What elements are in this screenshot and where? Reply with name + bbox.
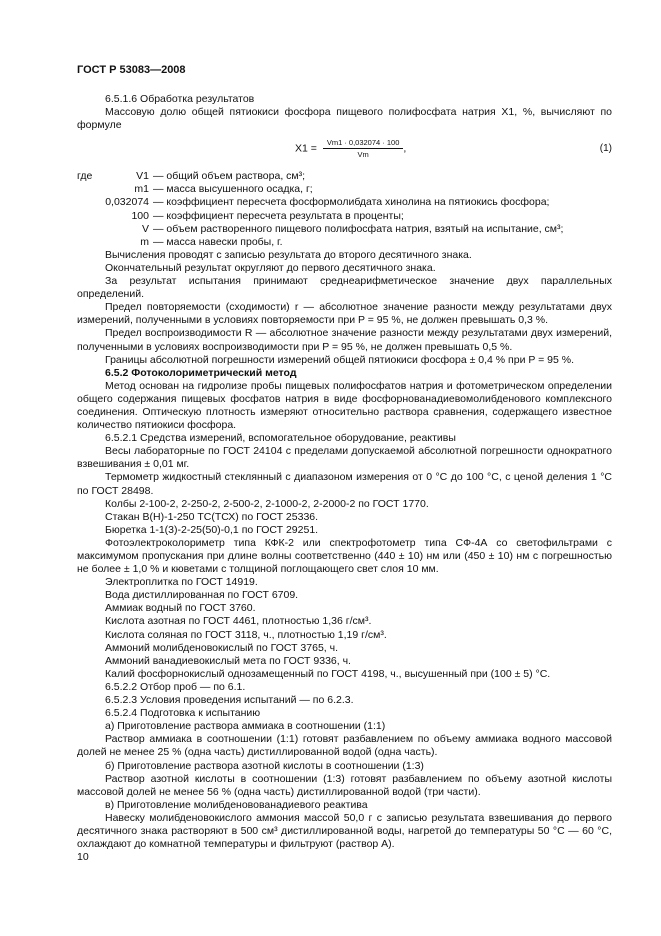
definition-symbol: 100: [131, 209, 149, 222]
paragraph: 6.5.2.3 Условия проведения испытаний — по 6.2.3.: [105, 694, 354, 707]
page-number: 10: [77, 851, 89, 863]
method-paragraphs: [77, 380, 612, 851]
where-word: где: [77, 170, 93, 183]
paragraph: Фотоэлектроколориметр типа КФК-2 или спектрофотометр типа СФ-4А со светофильтрами с максимумом пропускания при длине волны соответственно (440 ± 10) нм или (450 ± 10) нм с погрешностью не более ± 1,0 % и кюветами с толщиной поглощающего свет слоя 10 мм.: [77, 536, 612, 576]
definitions-list: [77, 170, 612, 249]
paragraph: За результат испытания принимают среднеарифметическое значение двух параллельных определений.: [77, 275, 612, 301]
definition-item: [77, 223, 612, 236]
paragraph: Раствор азотной кислоты в соотношении (1:3) готовят разбавлением по объему азотной кислоты массовой долей не менее 56 % (одна часть) дистиллированной водой (три части).: [77, 772, 612, 798]
paragraph: Границы абсолютной погрешности измерений общей пятиокиси фосфора ± 0,4 % при P = 95 %.: [105, 353, 574, 366]
paragraph: Аммиак водный по ГОСТ 3760.: [105, 602, 256, 615]
intro-paragraph: Массовую долю общей пятиокиси фосфора пищевого полифосфата натрия X1, %, вычисляют по формуле: [77, 106, 612, 132]
paragraph: Предел повторяемости (сходимости) r — абсолютное значение разности между результатами двух измерений, полученными в условиях повторяемости при P = 95 %, не должен превышать 0,3 %.: [77, 301, 612, 327]
formula-lhs: X1 =: [295, 142, 317, 155]
section-title: 6.5.1.6 Обработка результатов: [105, 93, 255, 105]
formula-denominator: Vm: [357, 150, 369, 160]
formula-fraction: [323, 138, 407, 160]
definition-item: [77, 210, 612, 223]
formula-numerator: Vm1 · 0,032074 · 100: [323, 138, 404, 149]
definition-text: — общий объем раствора, см³;: [153, 170, 306, 183]
paragraph: Термометр жидкостный стеклянный с диапазоном измерения от 0 °С до 100 °С, с ценой деления 1 °С по ГОСТ 28498.: [77, 471, 612, 497]
equation-number: (1): [599, 143, 612, 155]
results-paragraphs: [77, 249, 612, 367]
definition-item: [77, 196, 612, 209]
paragraph: Бюретка 1-1(3)-2-25(50)-0,1 по ГОСТ 29251.: [105, 523, 319, 536]
subsection-title: 6.5.2 Фотоколориметрический метод: [105, 366, 297, 379]
paragraph: в) Приготовление молибденовованадиевого реактива: [105, 798, 368, 811]
formula-tail: ,: [403, 142, 407, 155]
paragraph: Кислота азотная по ГОСТ 4461, плотностью 1,36 г/см³.: [105, 615, 372, 628]
definition-symbol: где V1: [77, 170, 149, 183]
formula: [295, 138, 406, 159]
paragraph: 6.5.2.4 Подготовка к испытанию: [105, 707, 261, 720]
paragraph: Аммоний ванадиевокислый мета по ГОСТ 9336, ч.: [105, 654, 351, 667]
definition-text: — объем растворенного пищевого полифосфата натрия, взятый на испытание, см³;: [153, 222, 564, 235]
definition-item: [77, 170, 612, 183]
paragraph: Вода дистиллированная по ГОСТ 6709.: [105, 589, 299, 602]
paragraph: Вычисления проводят с записью результата до второго десятичного знака.: [105, 248, 472, 261]
definition-text: — масса навески пробы, г.: [153, 235, 283, 248]
paragraph: Калий фосфорнокислый однозамещенный по ГОСТ 4198, ч., высушенный при (100 ± 5) °С.: [105, 667, 551, 680]
paragraph: Аммоний молибденовокислый по ГОСТ 3765, ч.: [105, 641, 339, 654]
definition-symbol: 0,032074: [105, 196, 149, 209]
definition-item: [77, 236, 612, 249]
definition-symbol: V: [141, 222, 149, 235]
definition-symbol: m1: [134, 183, 149, 196]
paragraph: 6.5.2.2 Отбор проб — по 6.1.: [105, 680, 246, 693]
definition-symbol: m: [140, 235, 149, 248]
paragraph: Стакан В(Н)-1-250 ТС(ТСХ) по ГОСТ 25336.: [105, 510, 319, 523]
definition-text: — коэффициент пересчета результата в проценты;: [153, 209, 404, 222]
paragraph: 6.5.2.1 Средства измерений, вспомогательное оборудование, реактивы: [105, 432, 456, 445]
paragraph: а) Приготовление раствора аммиака в соотношении (1:1): [105, 720, 386, 733]
paragraph: Метод основан на гидролизе пробы пищевых полифосфатов натрия и фотометрическом определении общего содержания пищевых фосфатов натрия в виде фосфорнованадиевомолибденового комплексного соединения. Оптическую плотность измеряют относительно раствора сравнения, содержащего известное количество пятиокиси фосфора.: [77, 379, 612, 432]
paragraph: Окончательный результат округляют до первого десятичного знака.: [105, 261, 436, 274]
paragraph: Раствор аммиака в соотношении (1:1) готовят разбавлением по объему аммиака водного массовой долей не менее 25 % (одна часть) дистиллированной водой (одна часть).: [77, 733, 612, 759]
document-body: [77, 93, 612, 851]
definition-text: — масса высушенного осадка, г;: [153, 183, 313, 196]
definition-text: — коэффициент пересчета фосформолибдата хинолина на пятиокись фосфора;: [153, 196, 550, 209]
paragraph: Колбы 2-100-2, 2-250-2, 2-500-2, 2-1000-2, 2-2000-2 по ГОСТ 1770.: [105, 497, 429, 510]
paragraph: Навеску молибденовокислого аммония массой 50,0 г с записью результата взвешивания до первого десятичного знака растворяют в 500 см³ дистиллированной воды, нагретой до температуры 50 °С — 60 °С, охлаждают до комнатной температуры и фильтруют (раствор А).: [77, 811, 612, 851]
formula-row: [77, 134, 612, 168]
paragraph: Электроплитка по ГОСТ 14919.: [105, 576, 258, 589]
paragraph: Предел воспроизводимости R — абсолютное значение разности между результатами двух измерений, полученными в условиях воспроизводимости при P = 95 %, не должен превышать 0,5 %.: [77, 327, 612, 353]
paragraph: Весы лабораторные по ГОСТ 24104 с пределами допускаемой абсолютной погрешности однократного взвешивания ± 0,01 мг.: [77, 445, 612, 471]
definition-item: [77, 183, 612, 196]
paragraph: Кислота соляная по ГОСТ 3118, ч., плотностью 1,19 г/см³.: [105, 628, 387, 641]
page-header: ГОСТ Р 53083—2008: [77, 64, 186, 76]
paragraph: б) Приготовление раствора азотной кислоты в соотношении (1:3): [105, 759, 424, 772]
